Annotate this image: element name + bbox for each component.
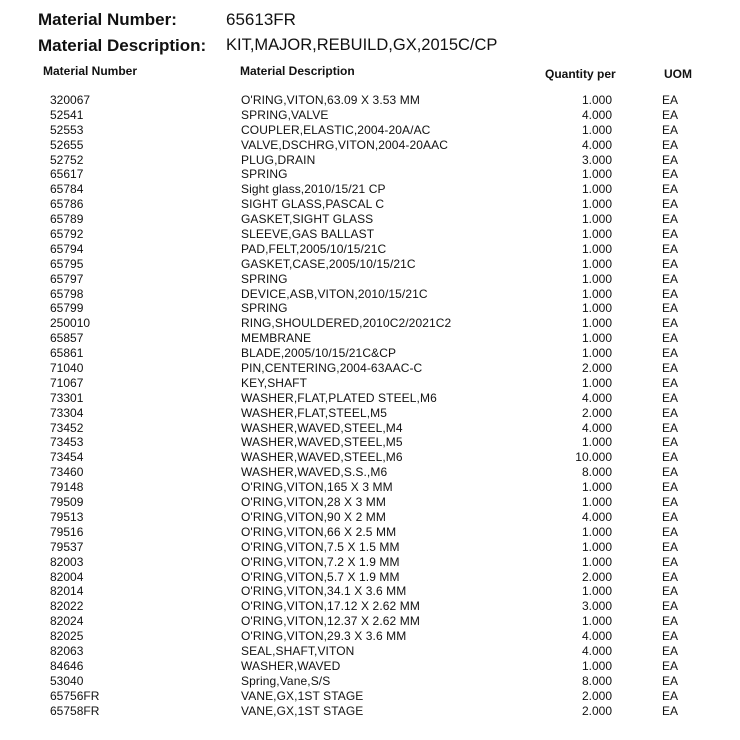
uom-cell: EA: [662, 539, 679, 554]
table-row: [0, 450, 740, 465]
table-row: [0, 614, 740, 629]
table-row: [0, 391, 740, 406]
material-number-cell: 79148: [50, 480, 84, 495]
quantity-cell: 1.000: [581, 316, 612, 331]
material-description-cell: VANE,GX,1ST STAGE: [241, 703, 364, 718]
quantity-cell: 1.000: [581, 301, 612, 316]
uom-cell: EA: [662, 480, 679, 495]
column-header-material-description: Material Description: [240, 64, 355, 78]
material-number-cell: 65861: [50, 346, 84, 361]
table-row: [0, 629, 740, 644]
quantity-cell: 1.000: [581, 227, 612, 242]
quantity-cell: 3.000: [581, 152, 612, 167]
column-header-material-number: Material Number: [43, 64, 138, 78]
uom-cell: EA: [662, 271, 679, 286]
material-number-cell: 65794: [50, 241, 84, 256]
material-number-cell: 65756FR: [50, 688, 100, 703]
material-number-cell: 65784: [50, 182, 84, 197]
material-number-cell: 65758FR: [50, 703, 100, 718]
material-number-cell: 250010: [50, 316, 91, 331]
quantity-cell: 1.000: [581, 212, 612, 227]
material-number-cell: 71040: [50, 361, 84, 376]
quantity-cell: 1.000: [581, 182, 612, 197]
uom-cell: EA: [662, 420, 679, 435]
table-row: [0, 406, 740, 421]
material-description-cell: O'RING,VITON,34.1 X 3.6 MM: [241, 584, 407, 599]
uom-cell: EA: [662, 509, 679, 524]
uom-cell: EA: [662, 182, 679, 197]
uom-cell: EA: [662, 122, 679, 137]
material-description-cell: O'RING,VITON,90 X 2 MM: [241, 509, 386, 524]
table-row: [0, 555, 740, 570]
material-number-cell: 82014: [50, 584, 84, 599]
material-description-cell: COUPLER,ELASTIC,2004-20A/AC: [241, 122, 431, 137]
material-number-cell: 65789: [50, 212, 84, 227]
quantity-cell: 1.000: [581, 435, 612, 450]
quantity-cell: 1.000: [581, 658, 612, 673]
uom-cell: EA: [662, 703, 679, 718]
table-row: [0, 257, 740, 272]
uom-cell: EA: [662, 658, 679, 673]
material-description-cell: KEY,SHAFT: [241, 375, 308, 390]
table-row: [0, 316, 740, 331]
quantity-cell: 1.000: [581, 122, 612, 137]
table-row: [0, 435, 740, 450]
material-number-cell: 52752: [50, 152, 84, 167]
table-row: [0, 421, 740, 436]
quantity-cell: 4.000: [581, 509, 612, 524]
quantity-cell: 1.000: [581, 197, 612, 212]
material-number-cell: 82022: [50, 599, 84, 614]
quantity-cell: 4.000: [581, 137, 612, 152]
table-row: [0, 153, 740, 168]
uom-cell: EA: [662, 93, 679, 107]
material-number-cell: 52553: [50, 122, 84, 137]
quantity-cell: 4.000: [581, 643, 612, 658]
table-row: [0, 480, 740, 495]
material-description-cell: SIGHT GLASS,PASCAL C: [241, 197, 385, 212]
uom-cell: EA: [662, 495, 679, 510]
uom-cell: EA: [662, 435, 679, 450]
material-number-cell: 65857: [50, 331, 84, 346]
table-row: [0, 674, 740, 689]
material-description-cell: O'RING,VITON,165 X 3 MM: [241, 480, 393, 495]
material-number-cell: 73454: [50, 450, 84, 465]
material-number-label: Material Number:: [38, 10, 177, 29]
quantity-cell: 1.000: [581, 167, 612, 182]
material-description-cell: GASKET,CASE,2005/10/15/21C: [241, 256, 416, 271]
uom-cell: EA: [662, 375, 679, 390]
uom-cell: EA: [662, 256, 679, 271]
quantity-cell: 10.000: [575, 450, 612, 465]
quantity-cell: 2.000: [581, 405, 612, 420]
quantity-cell: 1.000: [581, 346, 612, 361]
material-number-cell: 79537: [50, 539, 84, 554]
material-number-cell: 65617: [50, 167, 84, 182]
column-header-quantity: Quantity per: [545, 67, 616, 81]
quantity-cell: 2.000: [581, 688, 612, 703]
material-number-cell: 73301: [50, 390, 84, 405]
quantity-cell: 1.000: [581, 495, 612, 510]
table-row: [0, 167, 740, 182]
material-number-cell: 73452: [50, 420, 84, 435]
material-description-cell: SPRING: [241, 301, 288, 316]
material-description-cell: GASKET,SIGHT GLASS: [241, 212, 374, 227]
table-row: [0, 584, 740, 599]
table-row: [0, 704, 740, 719]
table-row: [0, 644, 740, 659]
material-description-cell: PAD,FELT,2005/10/15/21C: [241, 241, 387, 256]
table-row: [0, 138, 740, 153]
quantity-cell: 4.000: [581, 390, 612, 405]
material-number-cell: 65797: [50, 271, 84, 286]
table-row: [0, 301, 740, 316]
material-number-cell: 82004: [50, 569, 84, 584]
material-number-cell: 65786: [50, 197, 84, 212]
quantity-cell: 8.000: [581, 673, 612, 688]
uom-cell: EA: [662, 629, 679, 644]
table-row: [0, 108, 740, 123]
table-row: [0, 689, 740, 704]
uom-cell: EA: [662, 688, 679, 703]
material-description-cell: O'RING,VITON,12.37 X 2.62 MM: [241, 614, 420, 629]
material-description-cell: WASHER,FLAT,STEEL,M5: [241, 405, 388, 420]
material-description-cell: PLUG,DRAIN: [241, 152, 316, 167]
material-number-cell: 52655: [50, 137, 84, 152]
material-number-cell: 53040: [50, 673, 84, 688]
table-row: [0, 495, 740, 510]
quantity-cell: 1.000: [581, 584, 612, 599]
material-number-cell: 52541: [50, 107, 84, 122]
material-description-cell: O'RING,VITON,5.7 X 1.9 MM: [241, 569, 400, 584]
uom-cell: EA: [662, 584, 679, 599]
material-description-cell: WASHER,FLAT,PLATED STEEL,M6: [241, 390, 437, 405]
quantity-cell: 1.000: [581, 375, 612, 390]
quantity-cell: 4.000: [581, 420, 612, 435]
quantity-cell: 4.000: [581, 107, 612, 122]
table-row: [0, 376, 740, 391]
material-description-cell: MEMBRANE: [241, 331, 312, 346]
material-number-cell: 65792: [50, 227, 84, 242]
table-row: [0, 272, 740, 287]
uom-cell: EA: [662, 673, 679, 688]
quantity-cell: 1.000: [581, 241, 612, 256]
uom-cell: EA: [662, 167, 679, 182]
quantity-cell: 1.000: [581, 256, 612, 271]
column-header-uom: UOM: [664, 67, 692, 81]
quantity-cell: 3.000: [581, 599, 612, 614]
uom-cell: EA: [662, 450, 679, 465]
uom-cell: EA: [662, 227, 679, 242]
uom-cell: EA: [662, 390, 679, 405]
material-description-cell: WASHER,WAVED,S.S.,M6: [241, 465, 388, 480]
uom-cell: EA: [662, 107, 679, 122]
material-description-cell: WASHER,WAVED,STEEL,M6: [241, 450, 403, 465]
table-row: [0, 93, 740, 108]
material-number-cell: 79513: [50, 509, 84, 524]
table-row: [0, 525, 740, 540]
material-description-cell: O'RING,VITON,63.09 X 3.53 MM: [241, 93, 420, 107]
material-description-cell: WASHER,WAVED: [241, 658, 341, 673]
table-row: [0, 182, 740, 197]
quantity-cell: 1.000: [581, 554, 612, 569]
table-row: [0, 361, 740, 376]
material-number-cell: 65795: [50, 256, 84, 271]
quantity-cell: 1.000: [581, 271, 612, 286]
material-number-cell: 73460: [50, 465, 84, 480]
quantity-cell: 1.000: [581, 539, 612, 554]
quantity-cell: 1.000: [581, 524, 612, 539]
uom-cell: EA: [662, 212, 679, 227]
table-row: [0, 465, 740, 480]
table-row: [0, 331, 740, 346]
material-description-cell: O'RING,VITON,29.3 X 3.6 MM: [241, 629, 407, 644]
material-description-cell: O'RING,VITON,7.2 X 1.9 MM: [241, 554, 400, 569]
material-description-cell: O'RING,VITON,17.12 X 2.62 MM: [241, 599, 420, 614]
table-row: [0, 227, 740, 242]
table-row: [0, 212, 740, 227]
material-description-cell: PIN,CENTERING,2004-63AAC-C: [241, 361, 423, 376]
uom-cell: EA: [662, 614, 679, 629]
table-row: [0, 659, 740, 674]
uom-cell: EA: [662, 346, 679, 361]
uom-cell: EA: [662, 643, 679, 658]
uom-cell: EA: [662, 241, 679, 256]
uom-cell: EA: [662, 197, 679, 212]
material-number-cell: 65799: [50, 301, 84, 316]
material-number-cell: 73304: [50, 405, 84, 420]
material-description-cell: SEAL,SHAFT,VITON: [241, 643, 355, 658]
material-description-cell: SLEEVE,GAS BALLAST: [241, 227, 375, 242]
table-row: [0, 287, 740, 302]
material-description-cell: Spring,Vane,S/S: [241, 673, 331, 688]
material-description-cell: SPRING,VALVE: [241, 107, 329, 122]
material-description-cell: O'RING,VITON,7.5 X 1.5 MM: [241, 539, 400, 554]
uom-cell: EA: [662, 569, 679, 584]
uom-cell: EA: [662, 405, 679, 420]
uom-cell: EA: [662, 286, 679, 301]
material-description-cell: RING,SHOULDERED,2010C2/2021C2: [241, 316, 452, 331]
table-row: [0, 346, 740, 361]
table-row: [0, 510, 740, 525]
uom-cell: EA: [662, 554, 679, 569]
material-number-cell: 84646: [50, 658, 84, 673]
quantity-cell: 2.000: [581, 703, 612, 718]
material-description-cell: SPRING: [241, 271, 288, 286]
table-row: [0, 599, 740, 614]
quantity-cell: 1.000: [581, 93, 612, 107]
uom-cell: EA: [662, 331, 679, 346]
quantity-cell: 1.000: [581, 480, 612, 495]
material-number-cell: 73453: [50, 435, 84, 450]
table-row: [0, 197, 740, 212]
material-number-cell: 79516: [50, 524, 84, 539]
uom-cell: EA: [662, 465, 679, 480]
table-row: [0, 570, 740, 585]
quantity-cell: 1.000: [581, 614, 612, 629]
uom-cell: EA: [662, 316, 679, 331]
material-description-cell: VANE,GX,1ST STAGE: [241, 688, 364, 703]
material-number-cell: 79509: [50, 495, 84, 510]
material-description-cell: O'RING,VITON,66 X 2.5 MM: [241, 524, 397, 539]
quantity-cell: 1.000: [581, 286, 612, 301]
material-number-cell: 82063: [50, 643, 84, 658]
material-description-cell: O'RING,VITON,28 X 3 MM: [241, 495, 386, 510]
material-description-cell: WASHER,WAVED,STEEL,M5: [241, 435, 403, 450]
uom-cell: EA: [662, 137, 679, 152]
quantity-cell: 2.000: [581, 361, 612, 376]
quantity-cell: 4.000: [581, 629, 612, 644]
material-description-value: KIT,MAJOR,REBUILD,GX,2015C/CP: [226, 36, 498, 54]
uom-cell: EA: [662, 301, 679, 316]
material-number-cell: 65798: [50, 286, 84, 301]
material-description-label: Material Description:: [38, 36, 207, 55]
table-row: [0, 242, 740, 257]
material-description-cell: WASHER,WAVED,STEEL,M4: [241, 420, 403, 435]
material-description-cell: BLADE,2005/10/15/21C&CP: [241, 346, 397, 361]
material-description-cell: VALVE,DSCHRG,VITON,2004-20AAC: [241, 137, 448, 152]
quantity-cell: 8.000: [581, 465, 612, 480]
quantity-cell: 1.000: [581, 331, 612, 346]
material-number-cell: 320067: [50, 93, 91, 107]
uom-cell: EA: [662, 599, 679, 614]
table-row: [0, 123, 740, 138]
bill-of-materials-table: [0, 93, 740, 718]
uom-cell: EA: [662, 152, 679, 167]
quantity-cell: 2.000: [581, 569, 612, 584]
material-number-cell: 71067: [50, 375, 84, 390]
material-description-cell: Sight glass,2010/15/21 CP: [241, 182, 386, 197]
material-number-cell: 82003: [50, 554, 84, 569]
material-number-cell: 82025: [50, 629, 84, 644]
material-description-cell: DEVICE,ASB,VITON,2010/15/21C: [241, 286, 428, 301]
material-description-cell: SPRING: [241, 167, 288, 182]
uom-cell: EA: [662, 361, 679, 376]
material-number-cell: 82024: [50, 614, 84, 629]
uom-cell: EA: [662, 524, 679, 539]
material-number-value: 65613FR: [226, 10, 296, 29]
table-row: [0, 540, 740, 555]
